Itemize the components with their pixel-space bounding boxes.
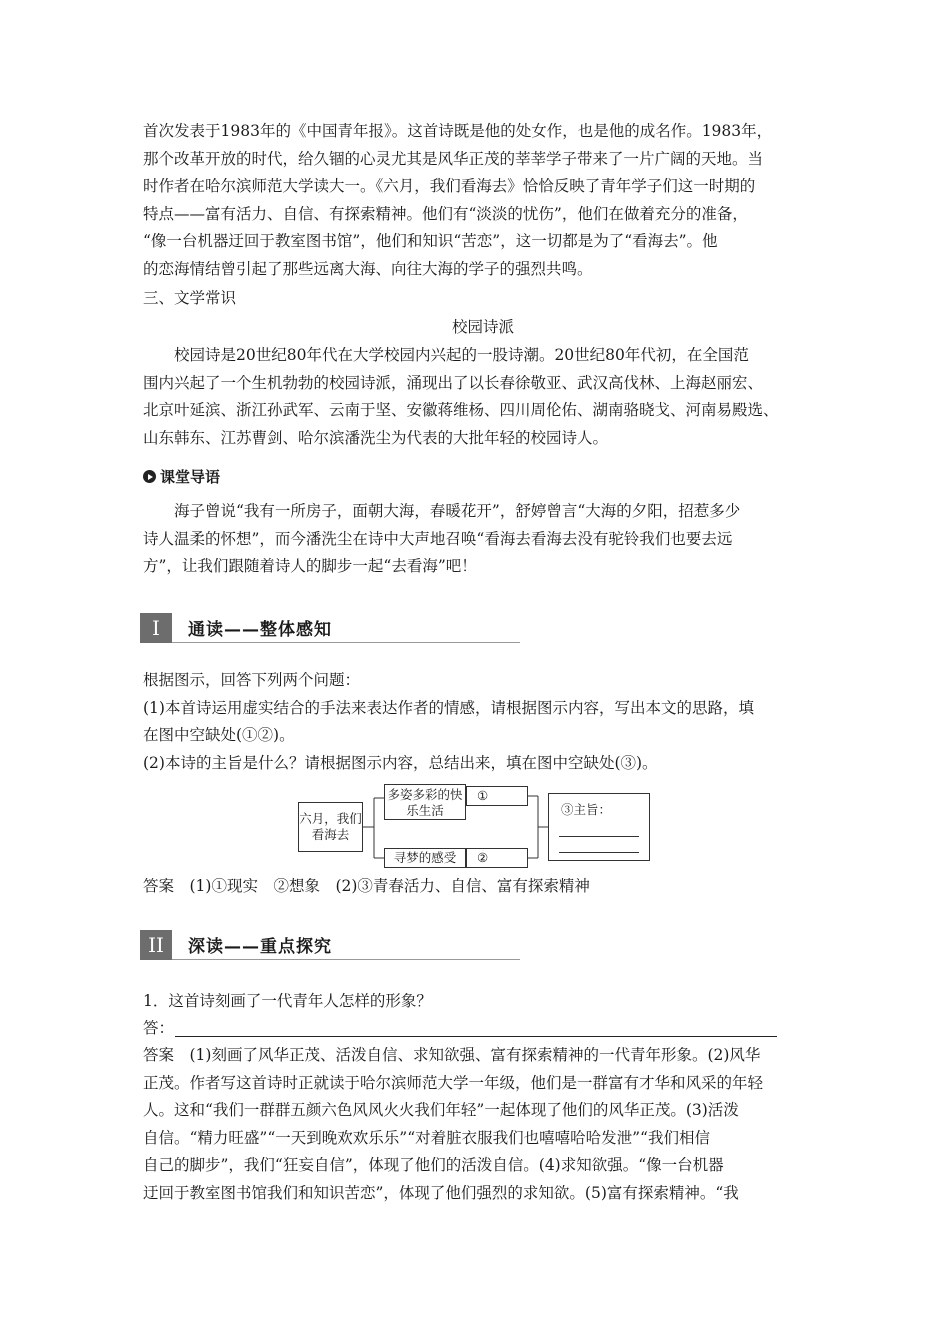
text-line: 方”，让我们跟随着诗人的脚步一起“去看海”吧！ <box>143 557 477 575</box>
text-line: 校园诗是20世纪80年代在大学校园内兴起的一股诗潮。20世纪80年代初，在全国范 <box>174 346 749 364</box>
answer-blank-line <box>175 1036 777 1037</box>
section2-header <box>140 930 520 960</box>
divider <box>172 642 520 643</box>
guide-tag-label: 课堂导语 <box>160 468 221 486</box>
text-line: 在图中空缺处(①②)。 <box>143 726 295 744</box>
section2-answer <box>143 1042 823 1207</box>
text-line: 特点——富有活力、自信、有探索精神。他们有“淡淡的忧伤”，他们在做着充分的准备， <box>143 204 748 223</box>
text-line: 自信。“精力旺盛”“一天到晚欢欢乐乐”“对着脏衣服我们也嘻嘻哈哈发泄”“我们相信 <box>143 1128 710 1147</box>
section2-question: 1．这首诗刻画了一代青年人怎样的形象？ <box>143 992 432 1010</box>
text-line: 的恋海情结曾引起了那些远离大海、向往大海的学子的强烈共鸣。 <box>143 259 593 278</box>
text-line: 时作者在哈尔滨师范大学读大一。《六月，我们看海去》恰恰反映了青年学子们这一时期的 <box>143 177 756 195</box>
text-line: (2)本诗的主旨是什么？请根据图示内容，总结出来，填在图中空缺处(③)。 <box>143 753 658 772</box>
text-line: (1)本首诗运用虚实结合的手法来表达作者的情感，请根据图示内容，写出本文的思路，填 <box>143 698 754 717</box>
section-number: II <box>140 930 172 960</box>
section-number: I <box>140 613 172 643</box>
diagram-theme-box <box>548 793 650 861</box>
text-line: 海子曾说“我有一所房子，面朝大海，春暖花开”，舒婷曾言“大海的夕阳，招惹多少 <box>174 502 741 520</box>
text-line: 迂回于教室图书馆我们和知识苦恋”，体现了他们强烈的求知欲。(5)富有探索精神。“我 <box>143 1183 739 1202</box>
diagram-top-label: 多姿多彩的快乐生活 <box>384 784 466 820</box>
diagram-root-box: 六月，我们看海去 <box>298 802 363 852</box>
text-line: 诗人温柔的怀想”，而今潘洗尘在诗中大声地召唤“看海去看海去没有驼铃我们也要去远 <box>143 529 733 548</box>
diagram-bottom-label: 寻梦的感受 <box>384 848 466 868</box>
section1-questions <box>143 667 823 777</box>
text-line: 人。这和“我们一群群五颜六色风风火火我们年轻”一起体现了他们的风华正茂。(3)活泼 <box>143 1101 739 1119</box>
play-icon <box>143 470 156 483</box>
section-title: 通读——整体感知 <box>188 620 332 640</box>
guide-paragraph <box>143 498 823 581</box>
text-line: “像一台机器迂回于教室图书馆”，他们和知识“苦恋”，这一切都是为了“看海去”。他 <box>143 232 718 250</box>
text-line: 那个改革开放的时代，给久锢的心灵尤其是风华正茂的莘莘学子带来了一片广阔的天地。当 <box>143 149 764 168</box>
text-line: 自己的脚步”，我们“狂妄自信”，体现了他们的活泼自信。(4)求知欲强。“像一台机器 <box>143 1156 724 1174</box>
text-line: 根据图示，回答下列两个问题： <box>143 671 361 689</box>
text-line: 答案 (1)刻画了风华正茂、活泼自信、求知欲强、富有探索精神的一代青年形象。(2)风华 <box>143 1046 761 1064</box>
section1-header <box>140 613 520 643</box>
guide-tag <box>143 466 220 487</box>
section-title: 深读——重点探究 <box>188 937 332 957</box>
intro-paragraph <box>143 118 823 283</box>
lit-paragraph <box>143 342 823 452</box>
text-line: 北京叶延滨、浙江孙武军、云南于坚、安徽蒋维杨、四川周伦佑、湖南骆晓戈、河南易殿选、 <box>143 401 779 419</box>
divider <box>172 959 520 960</box>
blank-line <box>559 852 639 853</box>
lit-heading: 三、文学常识 <box>143 289 237 307</box>
diagram-blank-2: ② <box>466 848 528 868</box>
thought-diagram <box>298 782 658 872</box>
text-line: 山东韩东、江苏曹剑、哈尔滨潘洗尘为代表的大批年轻的校园诗人。 <box>143 428 609 447</box>
diagram-theme-label: ③主旨： <box>561 802 612 817</box>
diagram-blank-1: ① <box>466 786 528 806</box>
text-line: 围内兴起了一个生机勃勃的校园诗派，涌现出了以长春徐敬亚、武汉高伐林、上海赵丽宏、 <box>143 373 764 392</box>
answer-prefix: 答： <box>143 1019 175 1037</box>
blank-line <box>559 836 639 837</box>
text-line: 首次发表于1983年的《中国青年报》。这首诗既是他的处女作，也是他的成名作。1983年， <box>143 122 773 140</box>
section1-answer: 答案 (1)①现实 ②想象 (2)③青春活力、自信、富有探索精神 <box>143 877 590 895</box>
lit-title: 校园诗派 <box>451 318 514 336</box>
text-line: 正茂。作者写这首诗时正就读于哈尔滨师范大学一年级，他们是一群富有才华和风采的年轻 <box>143 1073 764 1092</box>
